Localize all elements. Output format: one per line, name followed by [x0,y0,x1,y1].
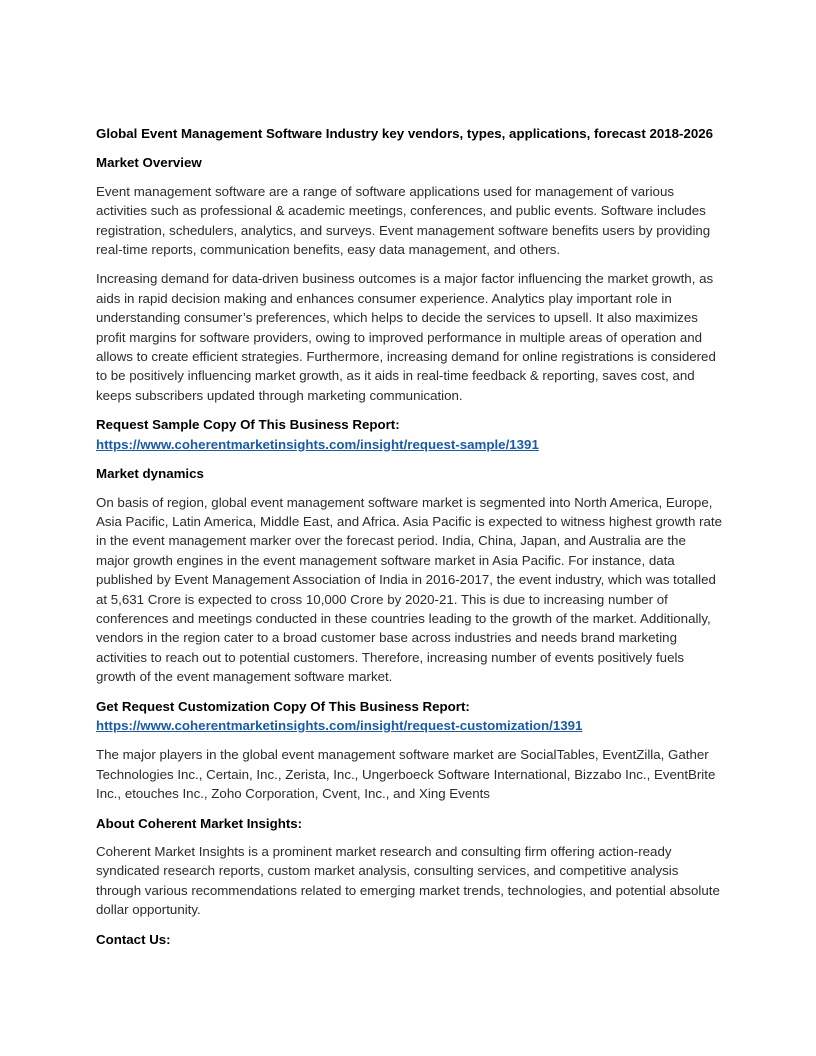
market-overview-paragraph-1: Event management software are a range of software applications used for management of various activities such as professional & academic meetings, conferences, and public events. Software includes registration, schedulers, analytics, and surveys. Event management software benefits users by providing real-time reports, communication benefits, easy data management, and others. [96,183,711,258]
customization-request-label: Get Request Customization Copy Of This Business Report: [96,698,470,714]
sample-request-label: Request Sample Copy Of This Business Report: [96,417,400,433]
key-players-paragraph: The major players in the global event management software market are SocialTables, EventZilla, Gather Technologies Inc., Certain, Inc., Zerista, Inc., Ungerboeck Software International, Bizzabo Inc., EventBrite Inc., etouches Inc., Zoho Corporation, Cvent, Inc., and Xing Events [96,747,716,802]
sample-request-link[interactable]: https://www.coherentmarketinsights.com/insight/request-sample/1391 [96,436,539,452]
contact-heading: Contact Us: [96,931,171,947]
about-heading: About Coherent Market Insights: [96,815,303,831]
about-paragraph: Coherent Market Insights is a prominent market research and consulting firm offering action-ready syndicated research reports, custom market analysis, consulting services, and competitive analysis through various recommendations related to emerging market trends, technologies, and potential absolute dollar opportunity. [96,844,720,918]
market-overview-heading: Market Overview [96,155,202,171]
document-page [96,124,722,958]
customization-request-link[interactable]: https://www.coherentmarketinsights.com/insight/request-customization/1391 [96,717,583,733]
sample-request-block [96,415,722,454]
market-overview-paragraph-2: Increasing demand for data-driven business outcomes is a major factor influencing the market growth, as aids in rapid decision making and enhances consumer experience. Analytics play important role in understanding consumer’s preferences, which helps to decide the services to upsell. It also maximizes profit margins for software providers, owing to improved performance in multiple areas of operation and allows to create efficient strategies. Furthermore, increasing demand for online registrations is considered to be positively influencing market growth, as it aids in real-time feedback & reporting, saves cost, and keeps subscribers updated through marketing communication. [96,271,716,403]
market-dynamics-paragraph: On basis of region, global event management software market is segmented into North America, Europe, Asia Pacific, Latin America, Middle East, and Africa. Asia Pacific is expected to witness highest growth rate in the event management marker over the forecast period. India, China, Japan, and Australia are the major growth engines in the event management software market in Asia Pacific. For instance, data published by Event Management Association of India in 2016-2017, the event industry, which was totalled at 5,631 Crore is expected to cross 10,000 Crore by 2020-21. This is due to increasing number of conferences and meetings conducted in these countries leading to the growth of the market. Additionally, vendors in the region cater to a broad customer base across industries and needs brand marketing activities to reach out to potential customers. Therefore, increasing number of events positively fuels growth of the event management software market. [96,494,722,685]
market-dynamics-heading: Market dynamics [96,466,204,482]
document-title: Global Event Management Software Industry key vendors, types, applications, forecast 2018-2026 [96,126,714,141]
customization-request-block [96,697,722,736]
